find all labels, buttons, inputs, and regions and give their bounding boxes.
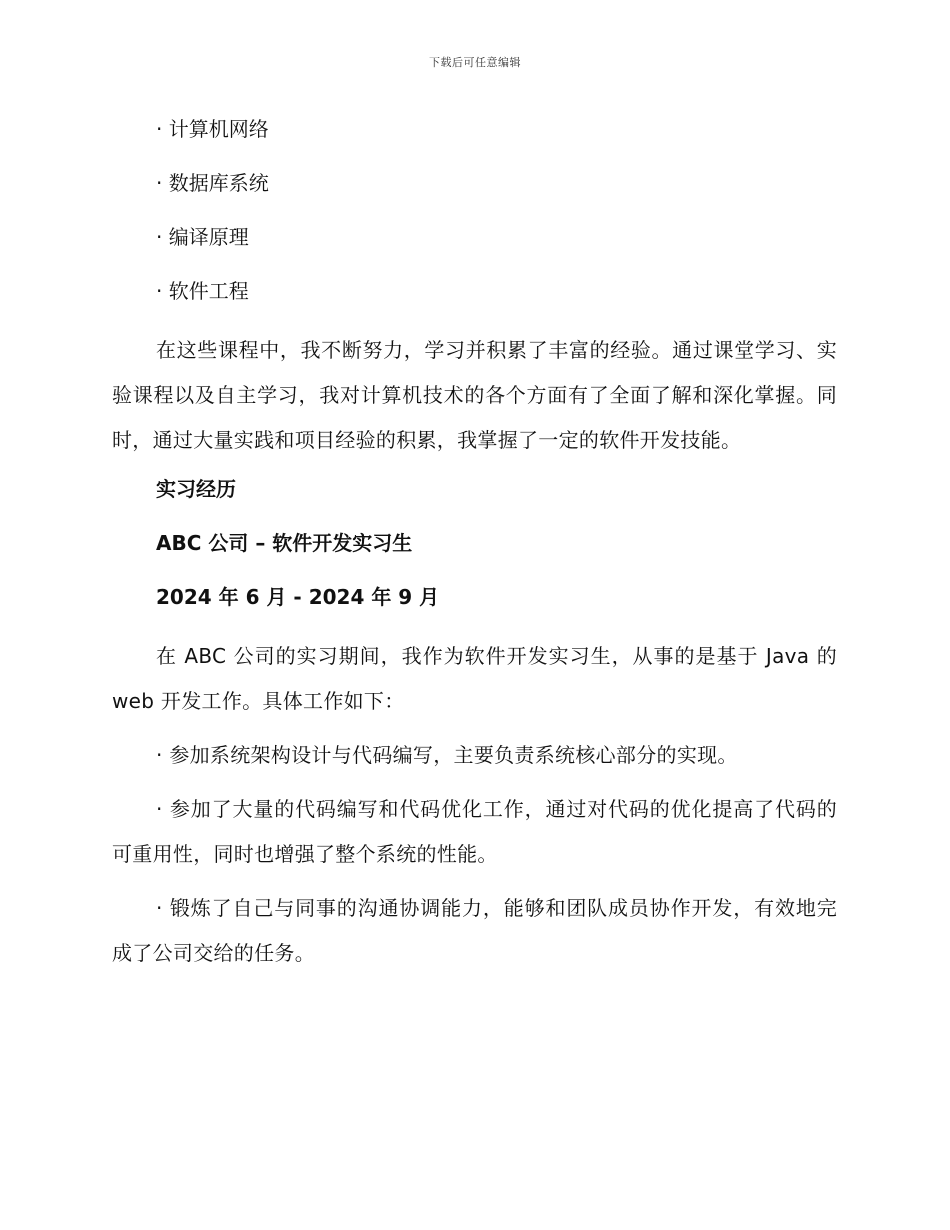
document-body [112,112,837,985]
page-header: 下载后可任意编辑 [429,56,521,69]
internship-period: 2024 年 6 月 - 2024 年 9 月 [156,585,440,609]
internship-duty-item: · 参加系统架构设计与代码编写，主要负责系统核心部分的实现。 [156,743,738,767]
course-item-computer-network: · 计算机网络 [156,117,269,141]
course-item-database-systems: · 数据库系统 [156,171,269,195]
internship-company-title: ABC 公司 – 软件开发实习生 [156,531,413,555]
internship-duty-item: · 锻炼了自己与同事的沟通协调能力，能够和团队成员协作开发，有效地完成了公司交给的任务。 [112,896,837,965]
internship-intro-paragraph: 在 ABC 公司的实习期间，我作为软件开发实习生，从事的是基于 Java 的 web 开发工作。具体工作如下： [112,644,837,713]
internship-section-title: 实习经历 [156,477,236,501]
course-item-compiler-principles: · 编译原理 [156,225,249,249]
course-item-software-engineering: · 软件工程 [156,279,249,303]
courses-summary-paragraph: 在这些课程中，我不断努力，学习并积累了丰富的经验。通过课堂学习、实验课程以及自主学习，我对计算机技术的各个方面有了全面了解和深化掌握。同时，通过大量实践和项目经验的积累，我掌握了一定的软件开发技能。 [112,338,837,452]
internship-duty-item: · 参加了大量的代码编写和代码优化工作，通过对代码的优化提高了代码的可重用性，同时也增强了整个系统的性能。 [112,797,837,866]
